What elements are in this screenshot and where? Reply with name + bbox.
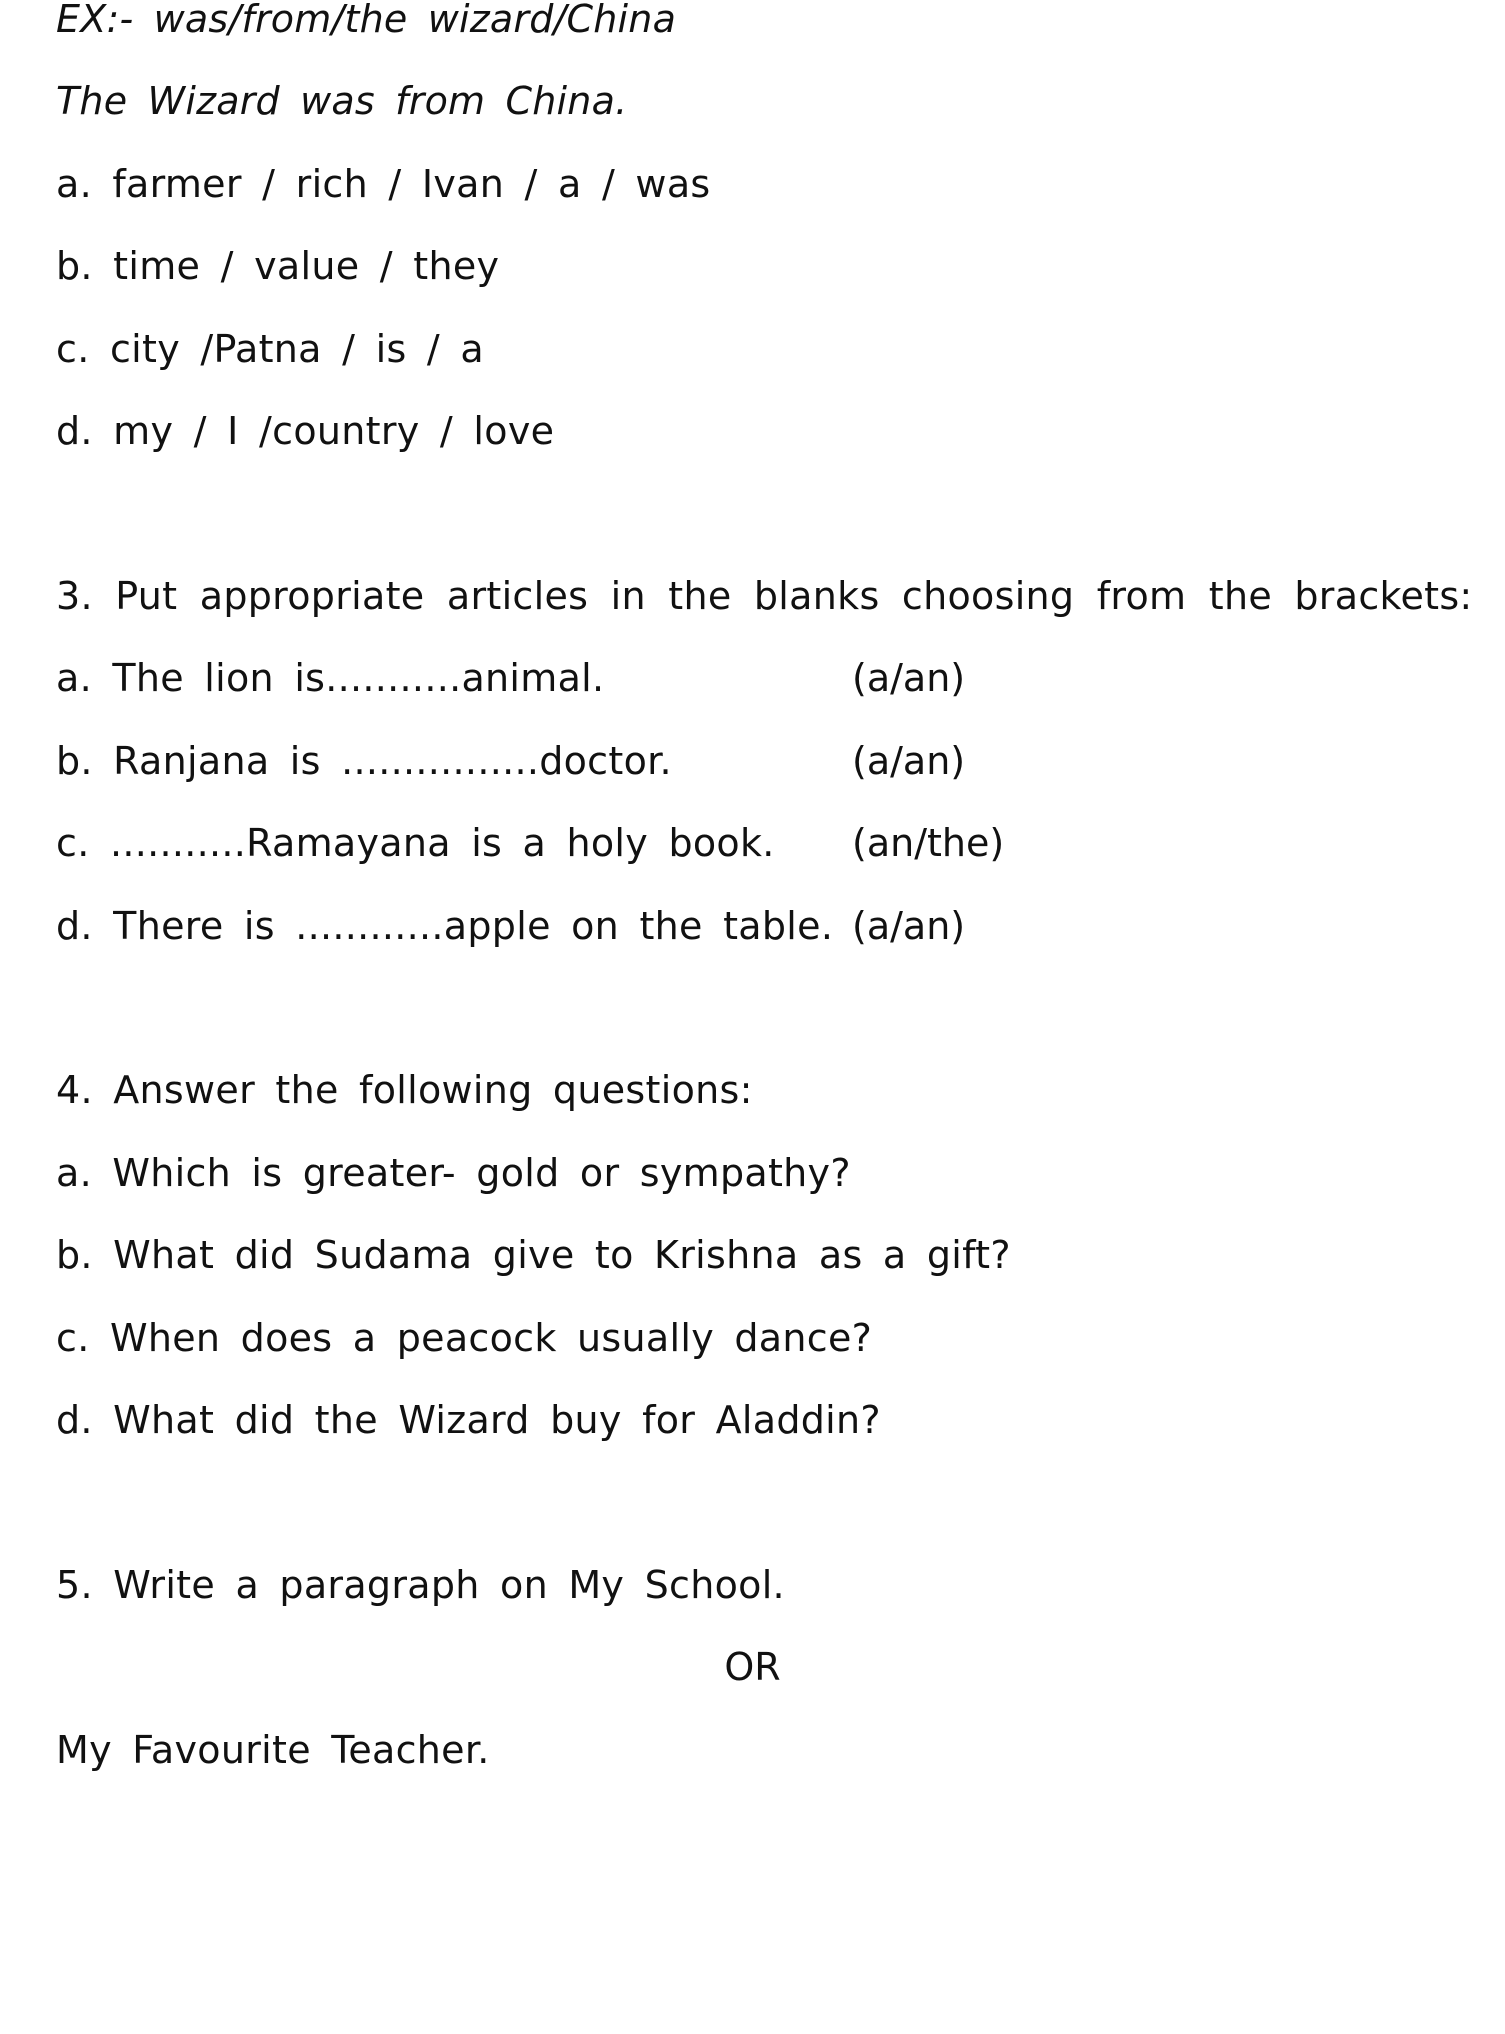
q4-item-c: c. When does a peacock usually dance? — [56, 1316, 873, 1360]
q3-item-a: a. The lion is...........animal. — [56, 656, 605, 700]
q4-item-b: b. What did Sudama give to Krishna as a gift? — [56, 1233, 1011, 1277]
q2-item-c: c. city /Patna / is / a — [56, 327, 484, 371]
q4-item-d: d. What did the Wizard buy for Aladdin? — [56, 1398, 881, 1442]
q3-item-b-options: (a/an) — [852, 739, 966, 783]
q3-item-c: c. ...........Ramayana is a holy book. — [56, 821, 775, 865]
q4-item-a: a. Which is greater- gold or sympathy? — [56, 1151, 851, 1195]
q3-item-d-options: (a/an) — [852, 904, 966, 948]
example-prompt: EX:- was/from/the wizard/China — [56, 0, 677, 41]
example-answer: The Wizard was from China. — [56, 79, 628, 123]
q3-item-a-options: (a/an) — [852, 656, 966, 700]
q3-heading: 3. Put appropriate articles in the blanks choosing from the brackets: — [56, 574, 1473, 618]
q2-item-d: d. my / I /country / love — [56, 409, 555, 453]
q5-heading: 5. Write a paragraph on My School. — [56, 1563, 785, 1607]
q3-item-c-options: (an/the) — [852, 821, 1005, 865]
q2-item-a: a. farmer / rich / Ivan / a / was — [56, 162, 711, 206]
q3-item-b: b. Ranjana is ................doctor. — [56, 739, 672, 783]
q2-item-b: b. time / value / they — [56, 244, 500, 288]
q5-alternative: My Favourite Teacher. — [56, 1728, 490, 1772]
q5-or: OR — [724, 1645, 781, 1689]
q3-item-d: d. There is ............apple on the table. — [56, 904, 834, 948]
q4-heading: 4. Answer the following questions: — [56, 1068, 753, 1112]
